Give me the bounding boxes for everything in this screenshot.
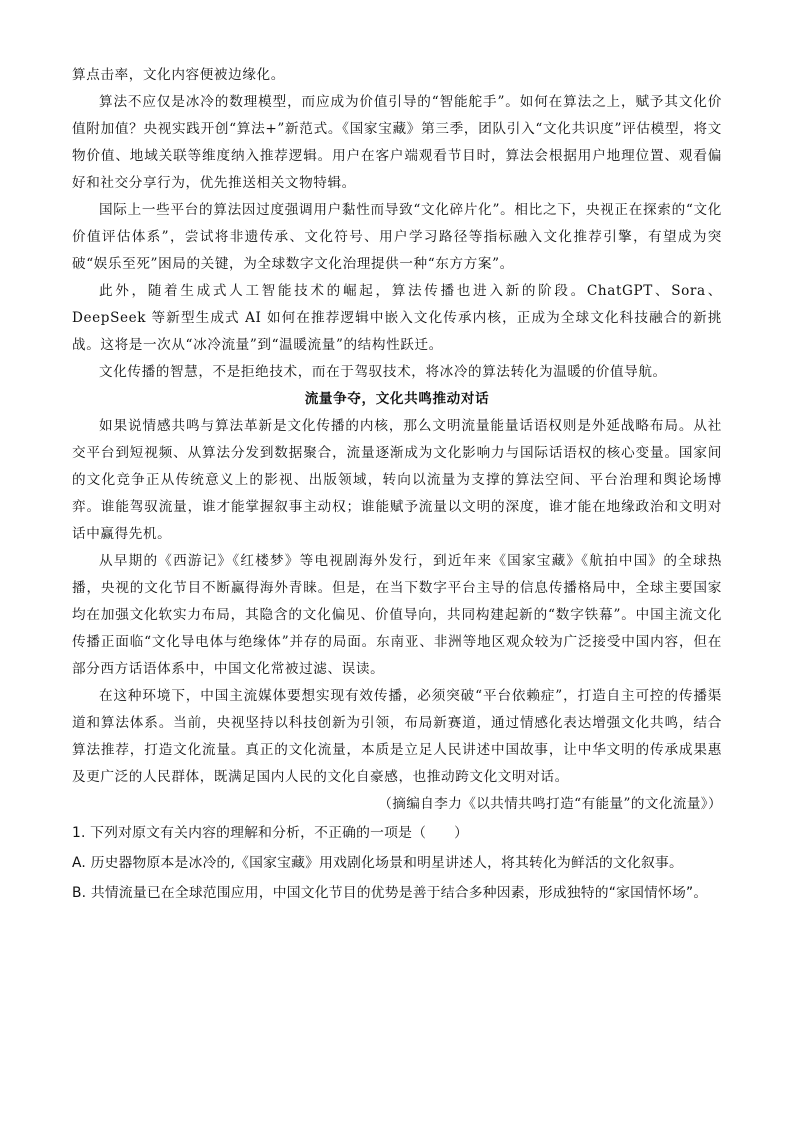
paragraph-algorithm-helmsman: 算法不应仅是冰冷的数理模型，而应成为价值引导的“智能舵手”。如何在算法之上，赋予其文化价值附加值？央视实践开创“算法+”新范式。《国家宝藏》第三季，团队引入“文化共识度”评估模型，将文物价值、地域关联等维度纳入推荐逻辑。用户在客户端观看节目时，算法会根据用户地理位置、观看偏好和社交分享行为，优先推送相关文物特辑。 <box>72 94 722 191</box>
paragraph-mainstream-media: 在这种环境下，中国主流媒体要想实现有效传播，必须突破“平台依赖症”，打造自主可控的传播渠道和算法体系。当前，央视坚持以科技创新为引领，布局新赛道，通过情感化表达增强文化共鸣，结合算法推荐，打造文化流量。真正的文化流量，本质是立足人民讲述中国故事，让中华文明的传承成果惠及更广泛的人民群体，既满足国内人民的文化自豪感，也推动跨文化文明对话。 <box>72 688 722 785</box>
paragraph-overseas-dramas: 从早期的《西游记》《红楼梦》等电视剧海外发行，到近年来《国家宝藏》《航拍中国》的全球热播，央视的文化节目不断赢得海外青睐。但是，在当下数字平台主导的信息传播格局中，全球主要国家均在加强文化软实力布局，其隐含的文化偏见、价值导向，共同构建起新的“数字铁幕”。中国主流文化传播正面临“文化导电体与绝缘体”并存的局面。东南亚、非洲等地区观众较为广泛接受中国内容，但在部分西方话语体系中，中国文化常被过滤、误读。 <box>72 553 722 677</box>
paragraph-generative-ai: 此外，随着生成式人工智能技术的崛起，算法传播也进入新的阶段。ChatGPT、Sora、DeepSeek 等新型生成式 AI 如何在推荐逻辑中嵌入文化传承内核，正成为全球文化科技融合的新挑战。这将是一次从“冰冷流量”到“温暖流量”的结构性跃迁。 <box>72 283 722 353</box>
paragraph-traffic-competition: 如果说情感共鸣与算法革新是文化传播的内核，那么文明流量能量话语权则是外延战略布局。从社交平台到短视频、从算法分发到数据聚合，流量逐渐成为文化影响力与国际话语权的核心变量。国家间的文化竞争正从传统意义上的影视、出版领域，转向以流量为支撑的算法空间、平台治理和舆论场博弈。谁能驾驭流量，谁才能掌握叙事主动权；谁能赋予流量以文明的深度，谁才能在地缘政治和文明对话中赢得先机。 <box>72 418 722 542</box>
option-a: A. 历史器物原本是冰冷的,《国家宝藏》用戏剧化场景和明星讲述人，将其转化为鲜活的文化叙事。 <box>72 855 684 871</box>
paragraph-wisdom: 文化传播的智慧，不是拒绝技术，而在于驾驭技术，将冰冷的算法转化为温暖的价值导航。 <box>99 364 667 380</box>
section-heading: 流量争夺，文化共鸣推动对话 <box>304 391 490 407</box>
paragraph-international-platforms: 国际上一些平台的算法因过度强调用户黏性而导致“文化碎片化”。相比之下，央视正在探索的“文化价值评估体系”，尝试将非遗传承、文化符号、用户学习路径等指标融入文化推荐引擎，有望成为突破“娱乐至死”困局的关键，为全球数字文化治理提供一种“东方方案”。 <box>72 202 722 272</box>
paragraph-continuation: 算点击率，文化内容便被边缘化。 <box>72 67 285 83</box>
question-stem: 1. 下列对原文有关内容的理解和分析，不正确的一项是（ ） <box>72 825 469 841</box>
option-b: B. 共情流量已在全球范围应用，中国文化节目的优势是善于结合多种因素，形成独特的“家国情怀场”。 <box>72 885 708 901</box>
source-citation: （摘编自李力《以共情共鸣打造“有能量”的文化流量》） <box>378 796 722 812</box>
